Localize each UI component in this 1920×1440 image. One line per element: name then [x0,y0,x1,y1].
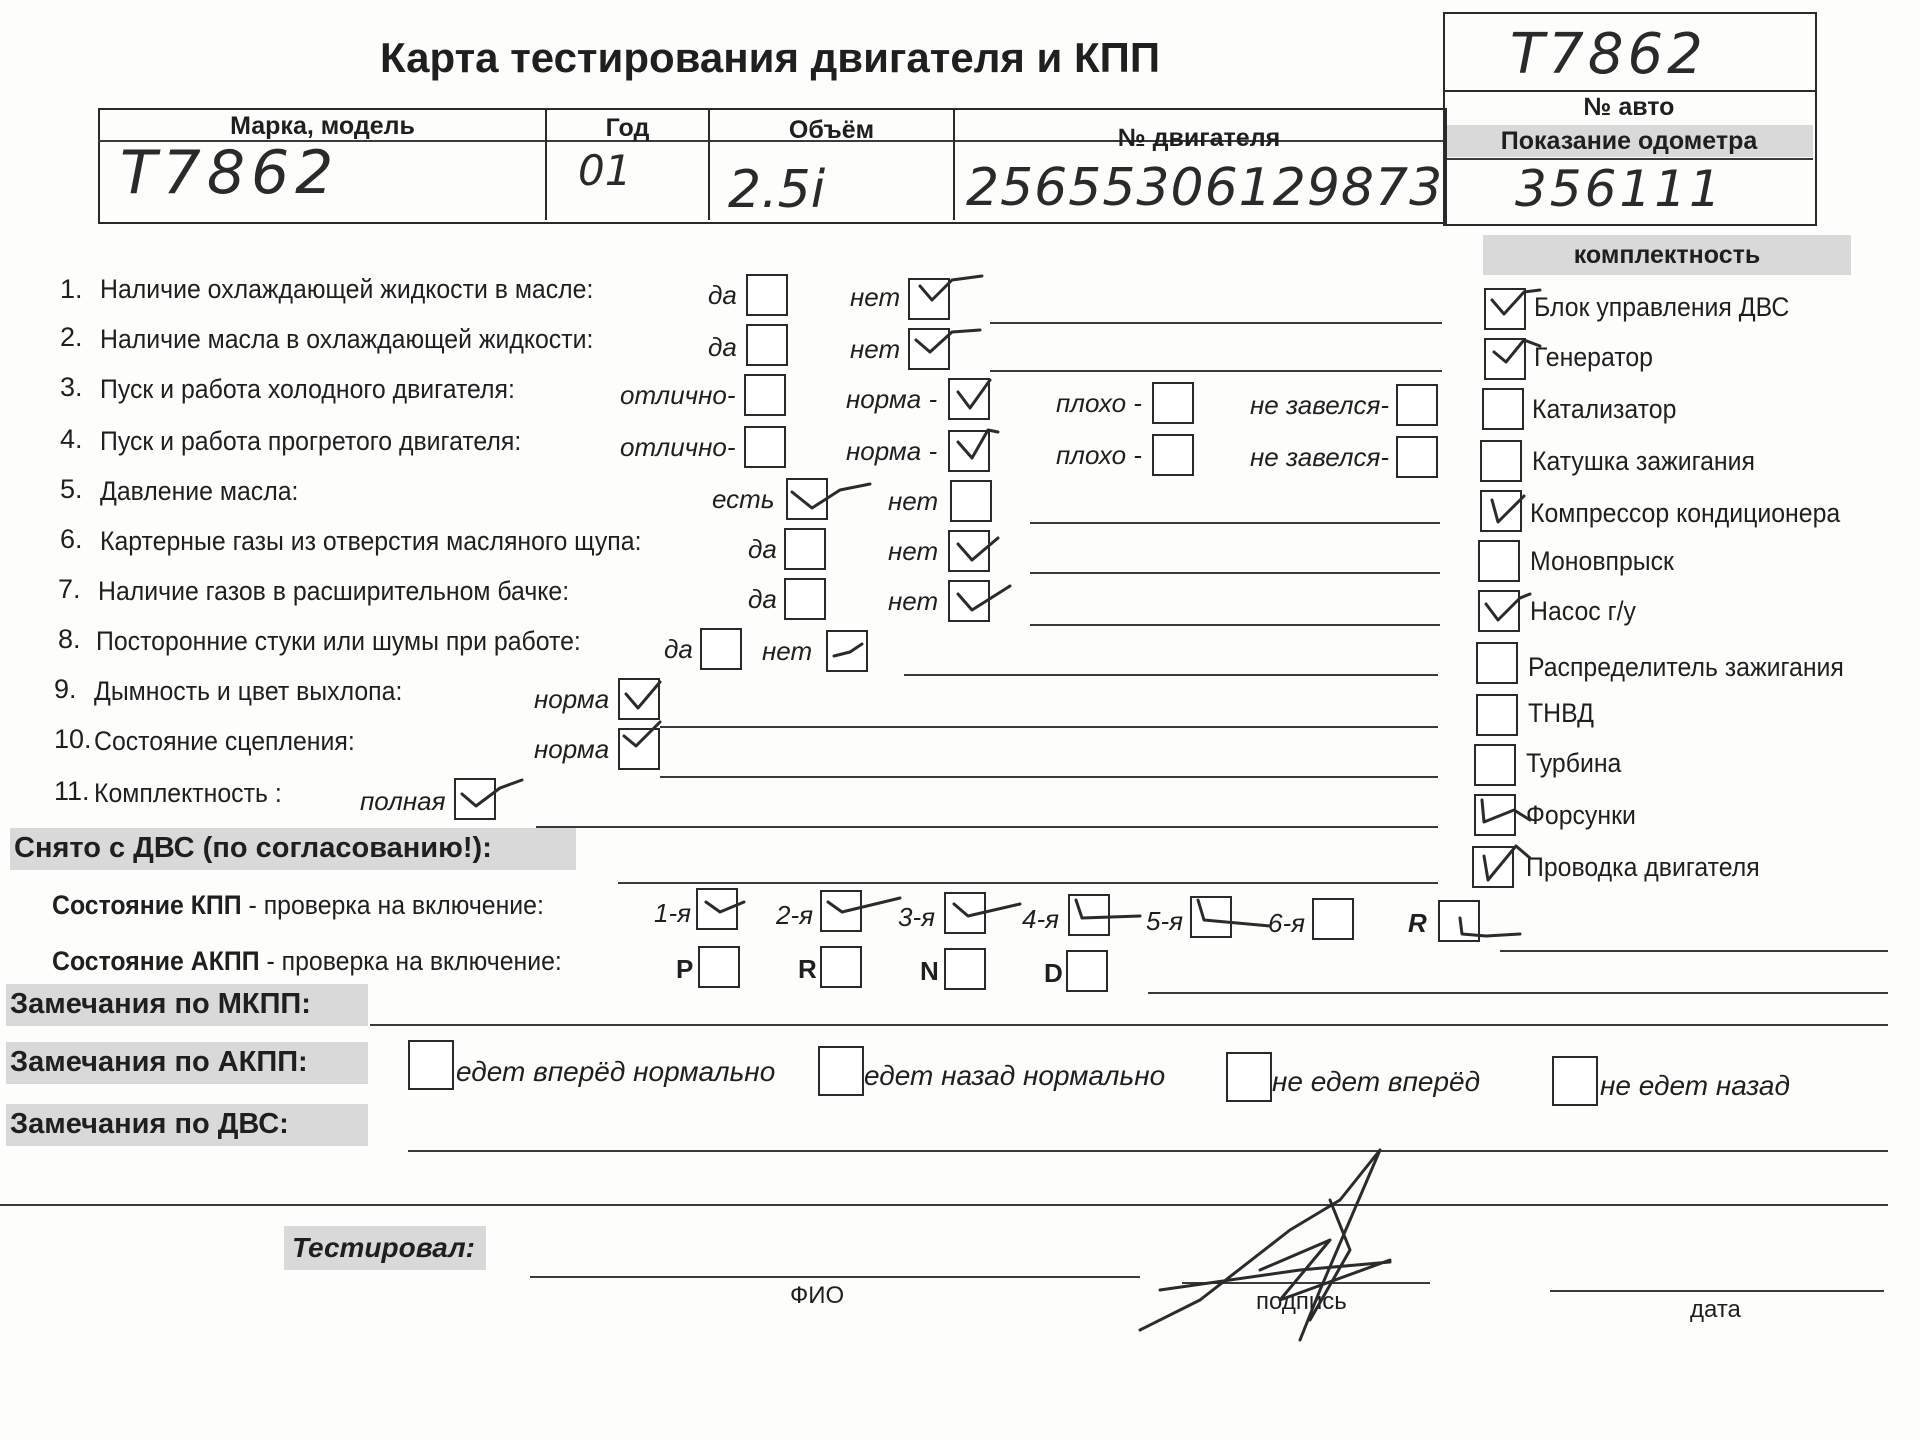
row-2-opt-yes: да [708,332,737,362]
row-3-number: 3. [60,372,83,402]
akpp-remarks-label: Замечания по АКПП: [10,1046,308,1078]
mkpp-remarks-line [370,1024,1888,1026]
row-6-label: Картерные газы из отверстия масляного щупа: [100,526,642,556]
row-3-opt-excellent: отлично- [620,380,736,410]
row-10-checkbox-normal[interactable] [618,728,660,770]
manual-gearbox-label: Состояние КПП - проверка на включение: [52,890,544,920]
row-10-notes-line [660,776,1438,778]
removed-notes-line [618,882,1438,884]
comp-checkbox-ignition-coil[interactable] [1480,440,1522,482]
date-caption: дата [1690,1296,1741,1323]
volume-value: 2.5i [728,160,826,220]
engine-remarks-label: Замечания по ДВС: [10,1108,289,1140]
row-3-checkbox-normal[interactable] [948,378,990,420]
row-5-checkbox-present[interactable] [786,478,828,520]
gear-5-label: 5-я [1146,906,1184,936]
row-5-number: 5. [60,474,83,504]
auto-p-label: P [676,954,694,984]
row-1-opt-no: нет [850,282,901,312]
auto-r-label: R [798,954,817,984]
row-7-opt-no: нет [888,586,939,616]
akpp-no-reverse-label: не едет назад [1600,1070,1790,1101]
col-engine-number: № двигателя [1117,124,1281,152]
row-3-opt-normal: норма - [846,384,938,414]
auto-n-label: N [920,956,939,986]
gear-1-label: 1-я [654,898,692,928]
gear-6-checkbox[interactable] [1312,898,1354,940]
akpp-no-forward-label: не едет вперёд [1272,1066,1481,1097]
row-5-label: Давление масла: [100,476,299,506]
comp-label-ps-pump: Насос г/у [1530,596,1636,626]
row-3-label: Пуск и работа холодного двигателя: [100,374,515,404]
year-value: 01 [578,146,632,195]
akpp-forward-ok-label: едет вперёд нормально [456,1056,776,1087]
comp-checkbox-catalyst[interactable] [1482,388,1524,430]
row-1-label: Наличие охлаждающей жидкости в масле: [100,274,594,304]
gear-2-label: 2-я [776,900,814,930]
odometer-value: 356111 [1515,160,1724,218]
gear-4-checkbox[interactable] [1068,894,1110,936]
auto-d-label: D [1044,958,1063,988]
gear-5-checkbox[interactable] [1190,896,1232,938]
tested-by-label: Тестировал: [292,1232,475,1263]
row-2-label: Наличие масла в охлаждающей жидкости: [100,324,594,354]
row-1-notes-line [990,322,1442,324]
row-8-label: Посторонние стуки или шумы при работе: [96,626,581,656]
auto-n-checkbox[interactable] [944,948,986,990]
col-year: Год [605,114,650,142]
row-9-opt-normal: норма [534,684,610,714]
row-6-number: 6. [60,524,83,554]
comp-label-injection-pump: ТНВД [1528,698,1594,728]
row-8-opt-yes: да [664,634,693,664]
row-4-label: Пуск и работа прогретого двигателя: [100,426,522,456]
row-10-number: 10. [54,724,92,754]
comp-label-wiring: Проводка двигателя [1526,852,1760,882]
row-1-checkbox-no[interactable] [908,278,950,320]
gear-3-label: 3-я [898,902,936,932]
row-2-number: 2. [60,322,83,352]
comp-checkbox-injectors[interactable] [1474,794,1516,836]
comp-label-generator: Генератор [1534,342,1653,372]
akpp-no-reverse-checkbox[interactable] [1552,1056,1598,1106]
row-7-notes-line [1030,624,1440,626]
row-3-checkbox-no-start[interactable] [1396,384,1438,426]
row-3-opt-bad: плохо - [1056,388,1142,418]
row-11-number: 11. [54,776,90,806]
gear-3-checkbox[interactable] [944,892,986,934]
row-2-checkbox-yes[interactable] [746,324,788,366]
row-3-checkbox-excellent[interactable] [744,374,786,416]
engine-number-value: 25655306129873 [966,158,1444,218]
comp-checkbox-injection-pump[interactable] [1476,694,1518,736]
row-11-label: Комплектность : [94,778,282,808]
row-4-opt-no-start: не завелся- [1250,442,1390,472]
row-5-notes-line [1030,522,1440,524]
row-6-opt-yes: да [748,534,777,564]
make-model-value: T7862 [120,138,340,208]
row-4-opt-normal: норма - [846,436,938,466]
car-number-value: T7862 [1510,22,1707,87]
signature-caption: подпись [1256,1288,1347,1315]
row-8-checkbox-no[interactable] [826,630,868,672]
row-9-notes-line [660,726,1438,728]
row-11-opt-full: полная [360,786,446,816]
comp-label-ac-compressor: Компрессор кондиционера [1530,498,1841,528]
row-2-opt-no: нет [850,334,901,364]
row-9-label: Дымность и цвет выхлопа: [94,676,403,706]
auto-gearbox-notes-line [1148,992,1888,994]
row-6-checkbox-no[interactable] [948,530,990,572]
row-4-checkbox-bad[interactable] [1152,434,1194,476]
row-7-checkbox-no[interactable] [948,580,990,622]
row-11-checkbox-full[interactable] [454,778,496,820]
row-4-number: 4. [60,424,83,454]
row-1-checkbox-yes[interactable] [746,274,788,316]
row-8-notes-line [904,674,1438,676]
gear-2-checkbox[interactable] [820,890,862,932]
row-7-label: Наличие газов в расширительном бачке: [98,576,570,606]
row-3-checkbox-bad[interactable] [1152,382,1194,424]
comp-label-ecu: Блок управления ДВС [1534,292,1790,322]
row-6-notes-line [1030,572,1440,574]
akpp-forward-ok-checkbox[interactable] [408,1040,454,1090]
manual-gearbox-notes-line [1500,950,1888,952]
row-8-opt-no: нет [762,636,813,666]
row-1-number: 1. [60,274,83,304]
gear-4-label: 4-я [1022,904,1060,934]
row-10-label: Состояние сцепления: [94,726,355,756]
row-7-number: 7. [58,574,81,604]
row-11-notes-line [536,826,1438,828]
akpp-reverse-ok-label: едет назад нормально [864,1060,1166,1091]
auto-r-checkbox[interactable] [820,946,862,988]
row-9-checkbox-normal[interactable] [618,678,660,720]
akpp-reverse-ok-checkbox[interactable] [818,1046,864,1096]
comp-label-catalyst: Катализатор [1532,394,1677,424]
row-9-number: 9. [54,674,77,704]
row-7-checkbox-yes[interactable] [784,578,826,620]
comp-label-distributor: Распределитель зажигания [1528,652,1844,682]
row-4-opt-bad: плохо - [1056,440,1142,470]
row-4-checkbox-no-start[interactable] [1396,436,1438,478]
gear-6-label: 6-я [1268,908,1306,938]
row-8-checkbox-yes[interactable] [700,628,742,670]
row-5-checkbox-absent[interactable] [950,480,992,522]
row-6-opt-no: нет [888,536,939,566]
row-4-opt-excellent: отлично- [620,432,736,462]
comp-checkbox-distributor[interactable] [1476,642,1518,684]
comp-checkbox-generator[interactable] [1484,338,1526,380]
row-2-notes-line [990,370,1442,372]
completeness-title: комплектность [1573,241,1761,269]
engine-remarks-line-1 [408,1150,1888,1152]
comp-checkbox-wiring[interactable] [1472,846,1514,888]
row-5-opt-present: есть [712,484,775,514]
comp-label-injectors: Форсунки [1526,800,1636,830]
akpp-no-forward-checkbox[interactable] [1226,1052,1272,1102]
row-7-opt-yes: да [748,584,777,614]
page-title: Карта тестирования двигателя и КПП [380,34,1161,81]
col-volume: Объём [788,116,875,144]
name-line [530,1276,1140,1278]
name-caption: ФИО [790,1282,845,1309]
auto-gearbox-label: Состояние АКПП - проверка на включение: [52,946,562,976]
row-4-checkbox-normal[interactable] [948,430,990,472]
row-6-checkbox-yes[interactable] [784,528,826,570]
comp-checkbox-turbo[interactable] [1474,744,1516,786]
col-make-model: Марка, модель [230,112,415,140]
gear-r-label: R [1408,908,1427,938]
removed-label: Снято с ДВС (по согласованию!): [14,832,492,864]
comp-checkbox-ps-pump[interactable] [1478,590,1520,632]
row-1-opt-yes: да [708,280,737,310]
comp-checkbox-ac-compressor[interactable] [1480,490,1522,532]
car-number-label: № авто [1583,93,1675,121]
comp-checkbox-mono-injection[interactable] [1478,540,1520,582]
row-10-opt-normal: норма [534,734,610,764]
gear-r-checkbox[interactable] [1438,900,1480,942]
signature-line [1182,1282,1430,1284]
auto-p-checkbox[interactable] [698,946,740,988]
auto-d-checkbox[interactable] [1066,950,1108,992]
engine-remarks-line-2 [0,1204,1888,1206]
row-5-opt-absent: нет [888,486,939,516]
row-4-checkbox-excellent[interactable] [744,426,786,468]
gear-1-checkbox[interactable] [696,888,738,930]
row-8-number: 8. [58,624,81,654]
row-2-checkbox-no[interactable] [908,328,950,370]
comp-label-ignition-coil: Катушка зажигания [1532,446,1755,476]
comp-label-turbo: Турбина [1526,748,1622,778]
comp-checkbox-ecu[interactable] [1484,288,1526,330]
comp-label-mono-injection: Моновпрыск [1530,546,1674,576]
mkpp-remarks-label: Замечания по МКПП: [10,988,311,1020]
row-3-opt-no-start: не завелся- [1250,390,1390,420]
date-line [1550,1290,1884,1292]
odometer-label: Показание одометра [1500,127,1758,155]
